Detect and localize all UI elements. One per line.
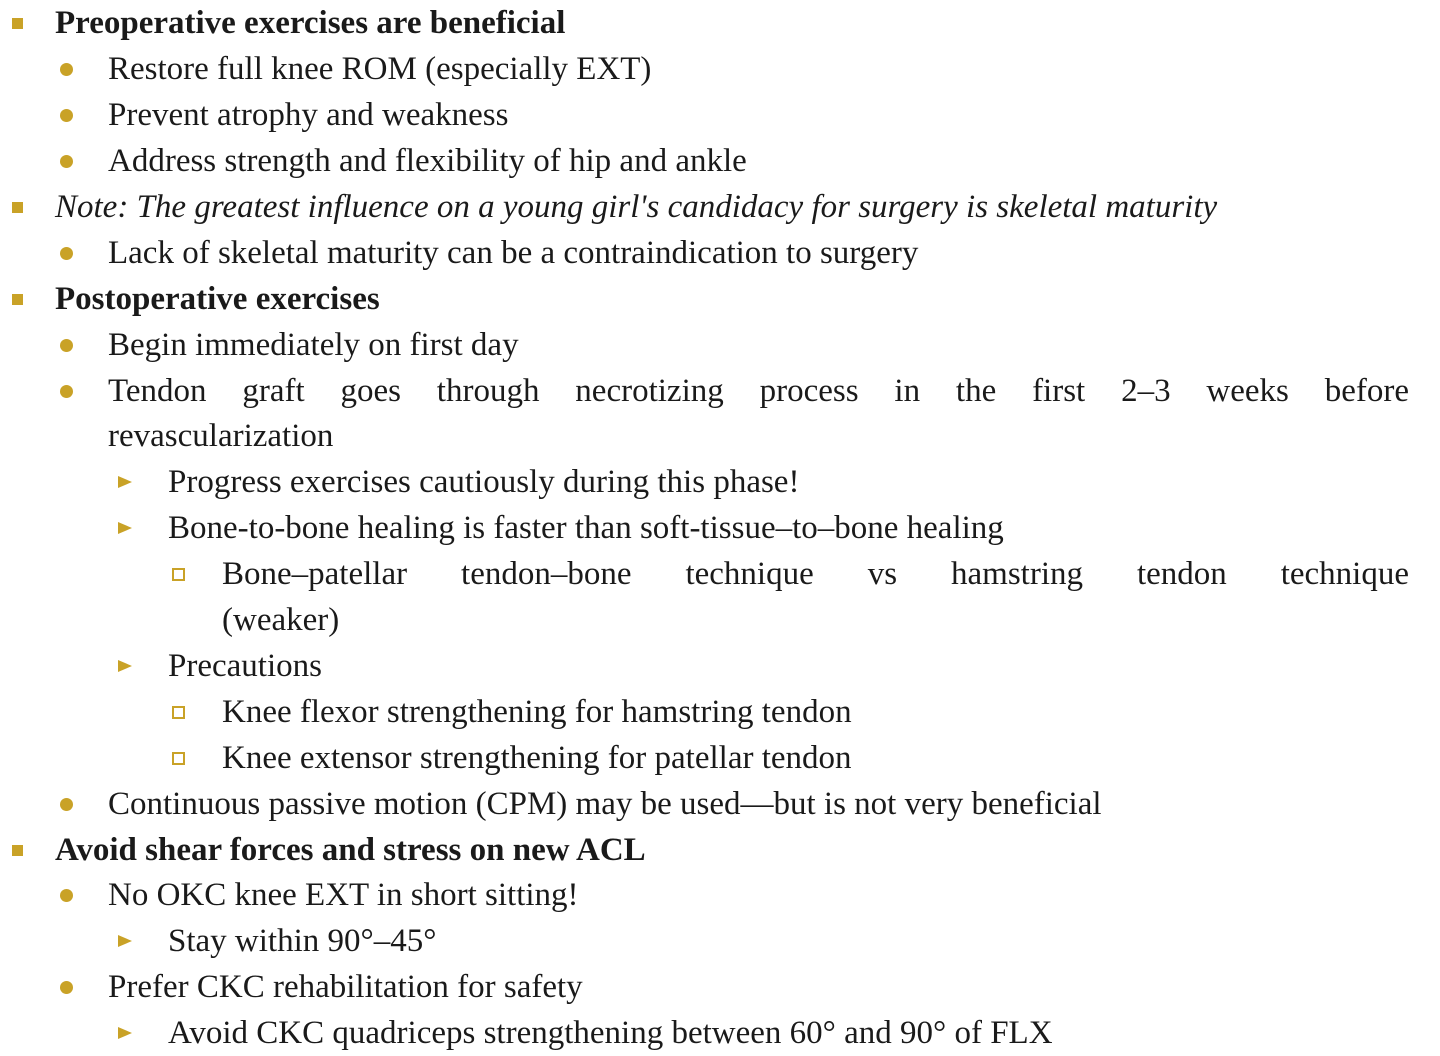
outline-text: (weaker) — [222, 602, 340, 638]
outline-line — [0, 827, 1440, 873]
round-bullet-icon — [56, 138, 76, 184]
outline-line — [0, 918, 1440, 964]
outline-text: Address strength and flexibility of hip and ankle — [108, 143, 747, 179]
outline-text: Avoid CKC quadriceps strengthening between 60° and 90° of FLX — [168, 1015, 1053, 1051]
outline-text: Knee extensor strengthening for patellar tendon — [222, 740, 852, 776]
outline-line — [0, 781, 1440, 827]
outline-line — [0, 597, 1440, 643]
outline-line — [0, 184, 1440, 230]
round-bullet-icon — [56, 368, 76, 414]
round-bullet-icon — [56, 781, 76, 827]
arrow-bullet-icon — [114, 459, 136, 505]
outline-line — [0, 0, 1440, 46]
outline-text: No OKC knee EXT in short sitting! — [108, 877, 579, 913]
outline-text: Prevent atrophy and weakness — [108, 97, 509, 133]
outline-text: Precautions — [168, 648, 322, 684]
outline-line — [0, 1010, 1440, 1056]
outline-text: Avoid shear forces and stress on new ACL — [55, 832, 646, 868]
arrow-bullet-icon — [114, 643, 136, 689]
outline-line — [0, 459, 1440, 505]
hollow-square-bullet-icon — [168, 551, 188, 597]
outline-text: Prefer CKC rehabilitation for safety — [108, 969, 583, 1005]
outline-text: Knee flexor strengthening for hamstring tendon — [222, 694, 852, 730]
outline-line — [0, 505, 1440, 551]
square-bullet-icon — [8, 184, 26, 230]
round-bullet-icon — [56, 230, 76, 276]
round-bullet-icon — [56, 872, 76, 918]
outline-text: Bone-to-bone healing is faster than soft-tissue–to–bone healing — [168, 510, 1004, 546]
outline-text: Continuous passive motion (CPM) may be used—but is not very beneficial — [108, 786, 1102, 822]
outline-line — [0, 322, 1440, 368]
outline-line — [0, 689, 1440, 735]
outline-text: Tendon graft goes through necrotizing process in the first 2–3 weeks before — [108, 373, 1409, 409]
outline-line — [0, 735, 1440, 781]
round-bullet-icon — [56, 46, 76, 92]
square-bullet-icon — [8, 276, 26, 322]
outline-line — [0, 872, 1440, 918]
outline-text: Progress exercises cautiously during this phase! — [168, 464, 800, 500]
outline-line — [0, 368, 1440, 414]
outline-text: Note: The greatest influence on a young girl's candidacy for surgery is skeletal maturity — [55, 189, 1218, 225]
outline-line — [0, 46, 1440, 92]
outline-text: revascularization — [108, 418, 334, 454]
outline-line — [0, 413, 1440, 459]
outline-text: Stay within 90°–45° — [168, 923, 437, 959]
outline-text: Restore full knee ROM (especially EXT) — [108, 51, 652, 87]
outline-line — [0, 551, 1440, 597]
outline-text: Begin immediately on first day — [108, 327, 519, 363]
arrow-bullet-icon — [114, 505, 136, 551]
round-bullet-icon — [56, 92, 76, 138]
outline-text: Bone–patellar tendon–bone technique vs hamstring tendon technique — [222, 556, 1409, 592]
outline-text: Lack of skeletal maturity can be a contraindication to surgery — [108, 235, 919, 271]
outline-line — [0, 92, 1440, 138]
round-bullet-icon — [56, 964, 76, 1010]
outline-text: Preoperative exercises are beneficial — [55, 5, 566, 41]
outline-line — [0, 643, 1440, 689]
outline-text: Postoperative exercises — [55, 281, 380, 317]
outline-line — [0, 964, 1440, 1010]
hollow-square-bullet-icon — [168, 689, 188, 735]
square-bullet-icon — [8, 0, 26, 46]
round-bullet-icon — [56, 322, 76, 368]
arrow-bullet-icon — [114, 918, 136, 964]
hollow-square-bullet-icon — [168, 735, 188, 781]
outline-line — [0, 276, 1440, 322]
outline-line — [0, 230, 1440, 276]
square-bullet-icon — [8, 827, 26, 873]
outline-line — [0, 138, 1440, 184]
arrow-bullet-icon — [114, 1010, 136, 1056]
